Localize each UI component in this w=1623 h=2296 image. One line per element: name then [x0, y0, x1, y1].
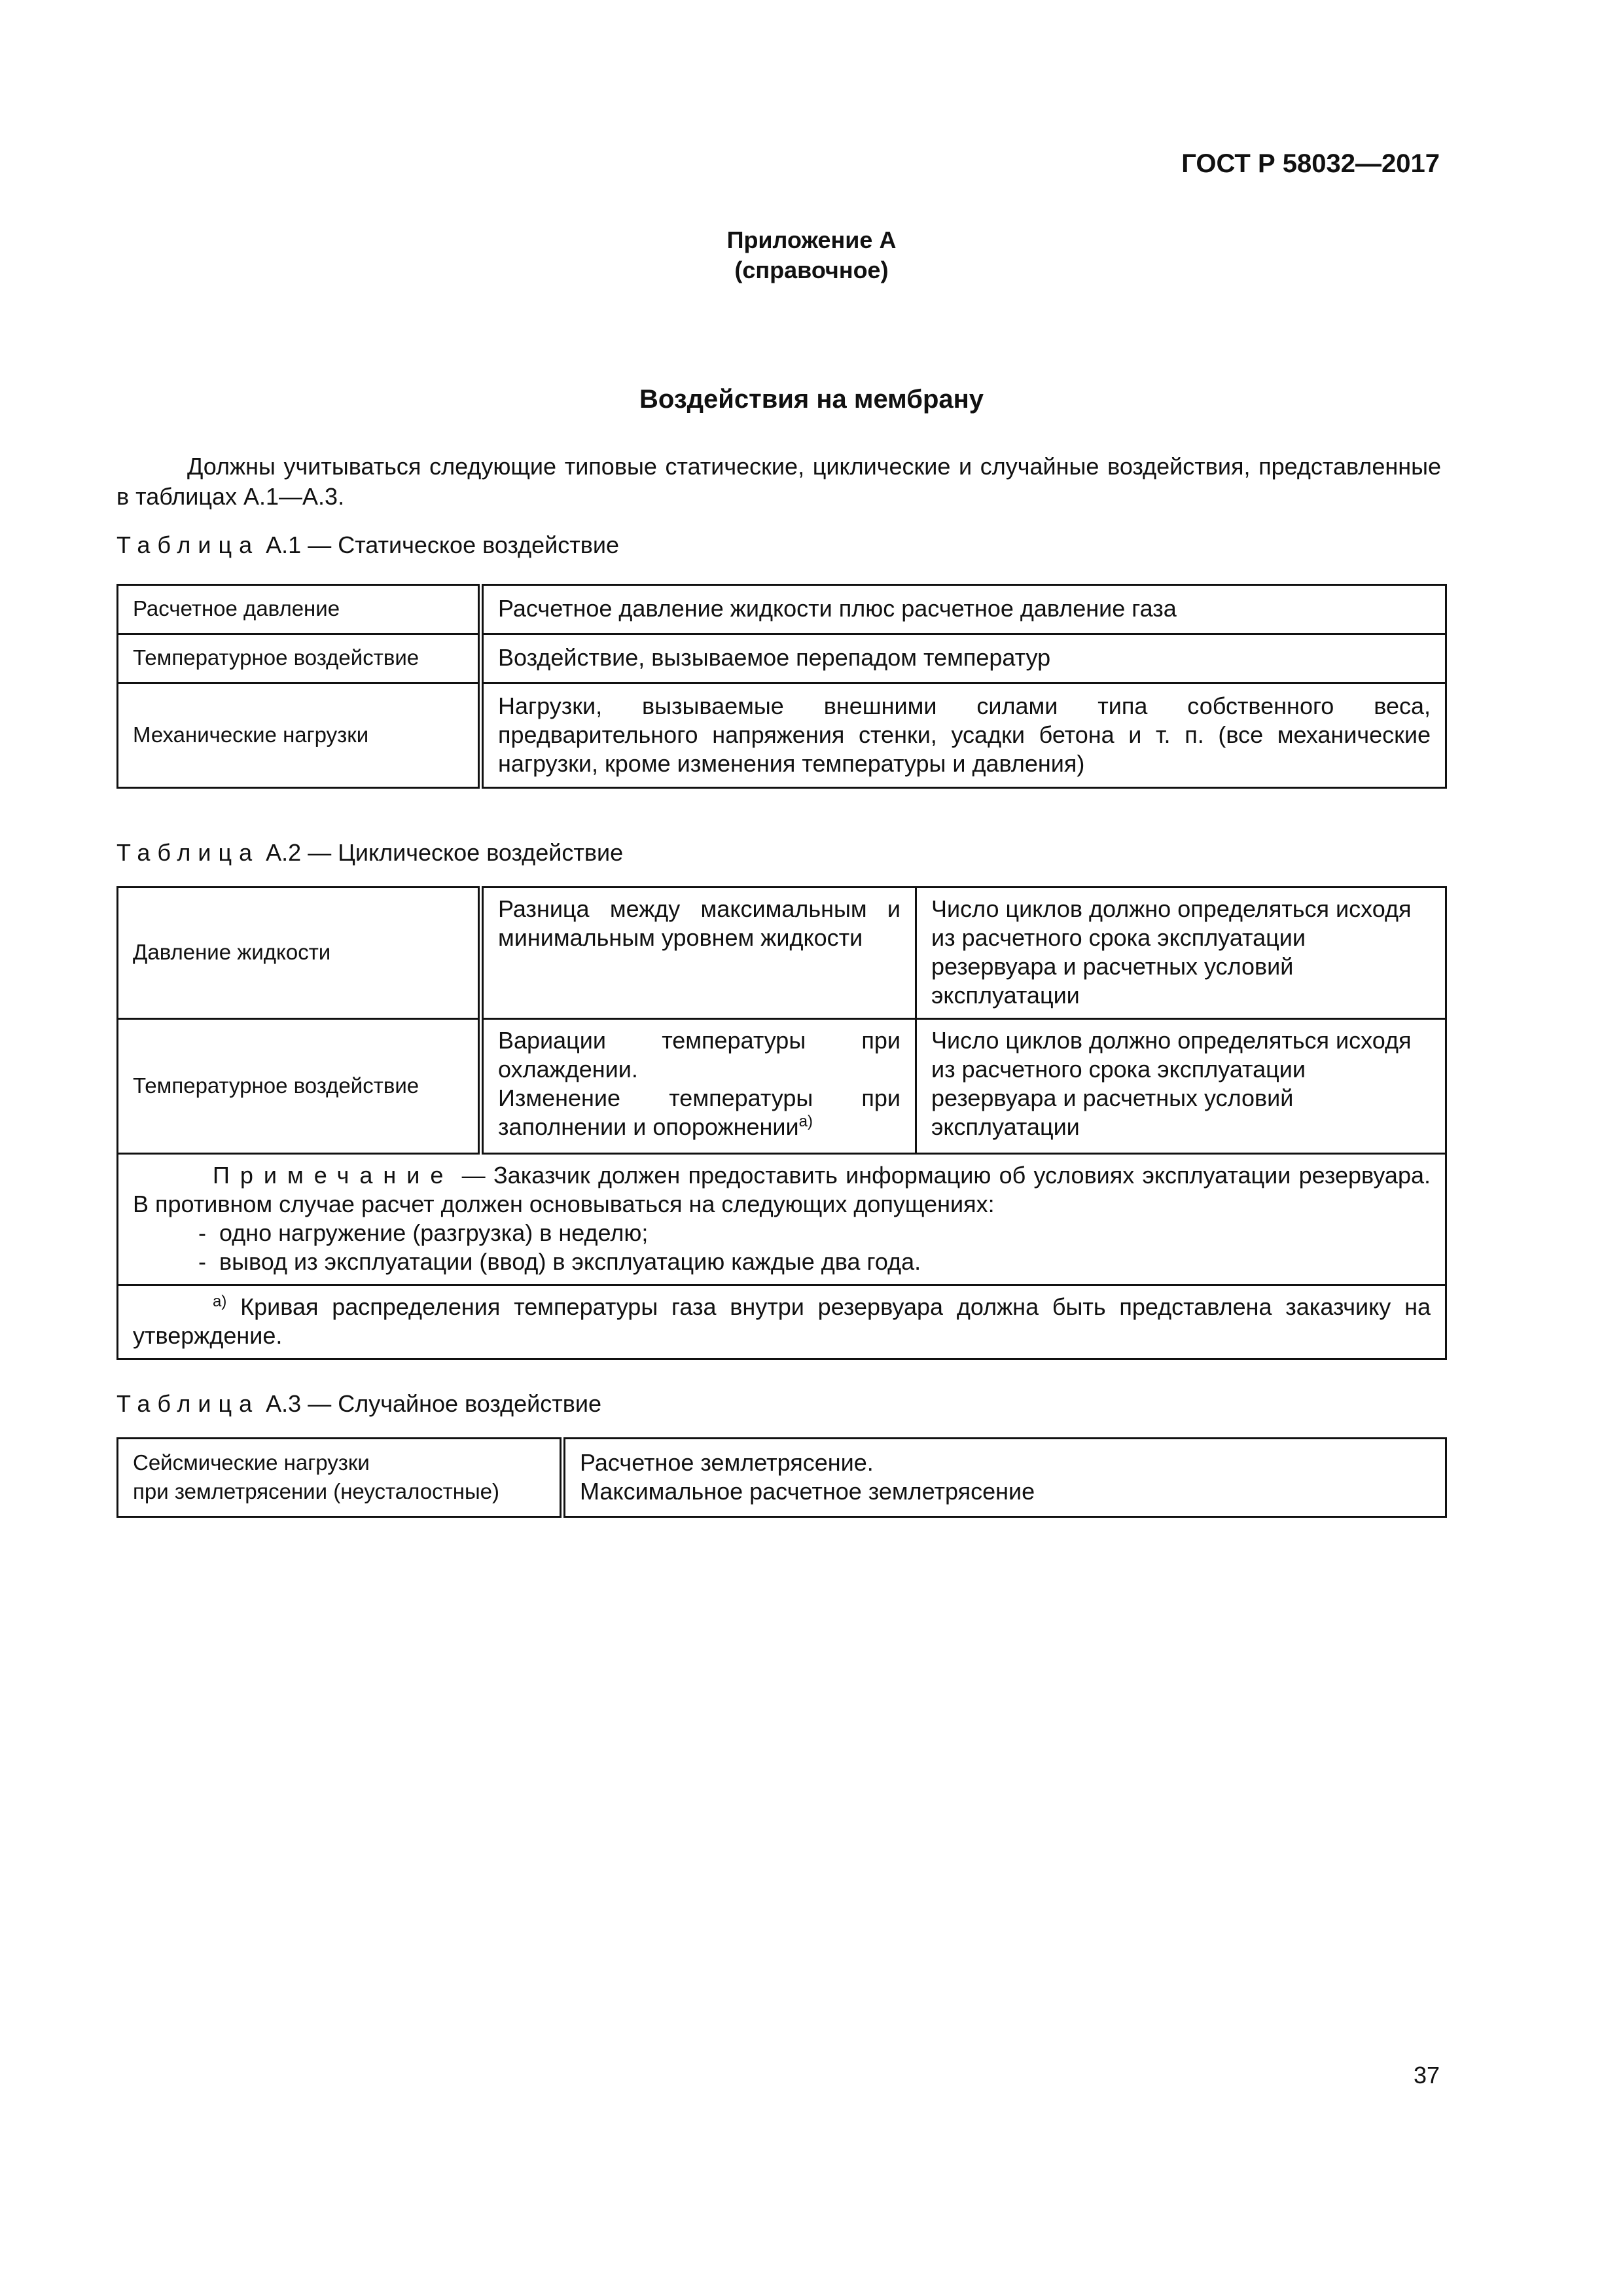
table-a3-name: [118, 1439, 563, 1517]
table-row: [118, 1154, 1446, 1285]
table-a3: [116, 1437, 1447, 1518]
table-row: [118, 634, 1446, 683]
table-a2-caption: [116, 839, 623, 867]
table-a1-row1-value: Расчетное давление жидкости плюс расчетное давление газа: [481, 585, 1446, 634]
table-a1-row2-value: Воздействие, вызываемое перепадом температур: [481, 634, 1446, 683]
table-a1-caption-label: Таблица: [116, 531, 260, 558]
table-a1-row3-name: Механические нагрузки: [118, 683, 481, 788]
page-number: 37: [1413, 2062, 1440, 2089]
table-a2-row2-desc-line2-text: Изменение температуры при заполнении и опорожнении: [498, 1085, 901, 1140]
table-row: [118, 1019, 1446, 1154]
table-a2-note-paragraph: [133, 1161, 1431, 1219]
table-a1-row3-value: Нагрузки, вызываемые внешними силами типа собственного веса, предварительного напряжения стенки, усадки бетона и т. п. (все механические нагрузки, кроме изменения температуры и давления): [481, 683, 1446, 788]
table-a3-name-line1: Сейсмические нагрузки: [133, 1450, 370, 1475]
note-item-2: - вывод из эксплуатации (ввод) в эксплуатацию каждые два года.: [198, 1248, 921, 1275]
table-a1-row2-name: Температурное воздействие: [118, 634, 481, 683]
table-row: [118, 683, 1446, 788]
table-a2-row1-name: Давление жидкости: [118, 888, 481, 1019]
note-item-1-text: одно нагружение (разгрузка) в неделю;: [219, 1219, 649, 1246]
table-a2-note: [118, 1154, 1446, 1285]
table-row: [118, 1285, 1446, 1359]
table-a2-caption-text: А.2 — Циклическое воздействие: [266, 839, 624, 866]
footnote-paragraph: [133, 1293, 1431, 1350]
note-text: Заказчик должен предоставить информацию об условиях эксплуатации резервуара. В противном случае расчет должен основываться на следующих допущениях:: [133, 1162, 1431, 1217]
table-a3-name-line2: при землетрясении (неусталостные): [133, 1479, 500, 1503]
table-a3-value-line2: Максимальное расчетное землетрясение: [580, 1477, 1035, 1505]
footnote-ref: а): [798, 1113, 813, 1130]
annex-subtitle: (справочное): [734, 257, 889, 283]
table-a2-caption-label: Таблица: [116, 839, 260, 866]
table-a2-row2-description: [481, 1019, 916, 1154]
table-a1-caption: [116, 531, 619, 559]
table-row: [118, 585, 1446, 634]
table-a2-row1-description: Разница между максимальным и минимальным уровнем жидкости: [481, 888, 916, 1019]
table-row: [118, 888, 1446, 1019]
note-item-1: - одно нагружение (разгрузка) в неделю;: [198, 1219, 649, 1246]
table-a3-caption-label: Таблица: [116, 1390, 260, 1417]
table-a1-caption-text: А.1 — Статическое воздействие: [266, 531, 620, 558]
table-a2-row2-desc-line1: Вариации температуры при охлаждении.: [498, 1027, 901, 1083]
table-a3-value-line1: Расчетное землетрясение.: [580, 1448, 874, 1476]
note-dash: —: [461, 1162, 486, 1189]
section-title: Воздействия на мембрану: [639, 385, 984, 414]
table-a2: [116, 886, 1447, 1360]
table-a2-footnote: [118, 1285, 1446, 1359]
footnote-mark: а): [213, 1293, 227, 1310]
standard-code: ГОСТ Р 58032—2017: [1181, 149, 1440, 178]
table-a3-caption: [116, 1390, 601, 1418]
note-item-2-text: вывод из эксплуатации (ввод) в эксплуатацию каждые два года.: [219, 1248, 921, 1275]
note-label: Примечание: [213, 1162, 454, 1189]
table-a2-row2-cycles: Число циклов должно определяться исходя из расчетного срока эксплуатации резервуара и расчетных условий эксплуатации: [916, 1019, 1446, 1154]
table-a1: [116, 584, 1447, 789]
intro-paragraph: Должны учитываться следующие типовые статические, циклические и случайные воздействия, представленные в таблицах А.1—А.3.: [116, 453, 1441, 510]
footnote-text: Кривая распределения температуры газа внутри резервуара должна быть представлена заказчику на утверждение.: [133, 1293, 1431, 1349]
table-a3-value: [563, 1439, 1446, 1517]
table-a2-row1-cycles: Число циклов должно определяться исходя из расчетного срока эксплуатации резервуара и расчетных условий эксплуатации: [916, 888, 1446, 1019]
table-a2-row2-desc-line2: [498, 1084, 901, 1141]
table-a3-caption-text: А.3 — Случайное воздействие: [266, 1390, 601, 1417]
table-a2-row2-name: Температурное воздействие: [118, 1019, 481, 1154]
table-row: [118, 1439, 1446, 1517]
annex-title: Приложение А: [726, 226, 897, 253]
table-a1-row1-name: Расчетное давление: [118, 585, 481, 634]
